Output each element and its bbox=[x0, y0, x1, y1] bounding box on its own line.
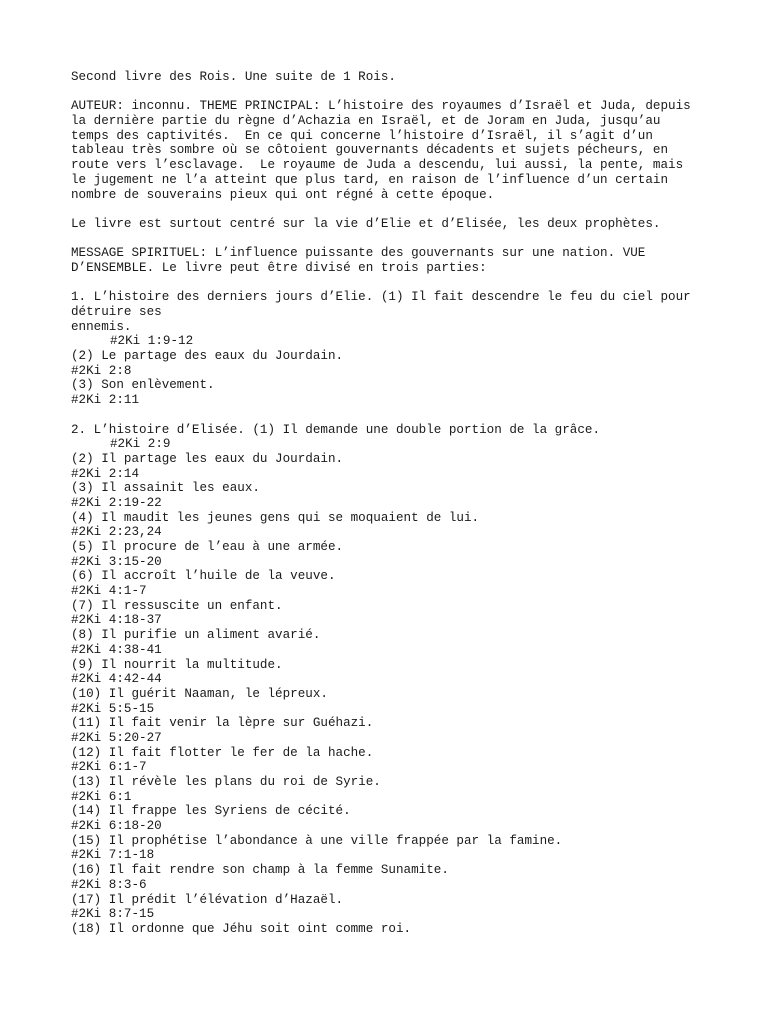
list-item: (4) Il maudit les jeunes gens qui se moquaient de lui. bbox=[71, 510, 480, 525]
scripture-reference: #2Ki 6:18-20 bbox=[71, 819, 162, 834]
list-item: (10) Il guérit Naaman, le lépreux. bbox=[71, 686, 328, 701]
list-item: (15) Il prophétise l’abondance à une ville frappée par la famine. bbox=[71, 833, 563, 848]
scripture-reference: #2Ki 2:14 bbox=[71, 466, 140, 481]
scripture-reference: #2Ki 4:38-41 bbox=[71, 642, 162, 657]
scripture-reference: #2Ki 2:23,24 bbox=[71, 525, 162, 540]
list-item: (9) Il nourrit la multitude. bbox=[71, 657, 283, 672]
list-item: (7) Il ressuscite un enfant. bbox=[71, 598, 283, 613]
focus-paragraph: Le livre est surtout centré sur la vie d’Elie et d’Elisée, les deux prophètes. bbox=[71, 216, 661, 231]
scripture-reference: #2Ki 6:1 bbox=[71, 789, 132, 804]
text-line: MESSAGE SPIRITUEL: L’influence puissante des gouvernants sur une nation. VUE bbox=[71, 246, 646, 261]
list-item: (16) Il fait rendre son champ à la femme Sunamite. bbox=[71, 863, 449, 878]
part-heading: 1. L’histoire des derniers jours d’Elie. (1) Il fait descendre le feu du ciel pour bbox=[71, 290, 691, 305]
text-line: le jugement ne l’a atteint que plus tard, en raison de l’influence d’un certain bbox=[71, 172, 669, 187]
list-item: (6) Il accroît l’huile de la veuve. bbox=[71, 569, 336, 584]
part-1-section bbox=[71, 290, 731, 408]
list-item: (14) Il frappe les Syriens de cécité. bbox=[71, 804, 351, 819]
part-heading: 2. L’histoire d’Elisée. (1) Il demande une double portion de la grâce. bbox=[71, 422, 601, 437]
list-item: (12) Il fait flotter le fer de la hache. bbox=[71, 745, 374, 760]
scripture-reference: #2Ki 4:42-44 bbox=[71, 672, 162, 687]
text-line: temps des captivités. En ce qui concerne l’histoire d’Israël, il s’agit d’un bbox=[71, 128, 653, 143]
scripture-reference: #2Ki 3:15-20 bbox=[71, 554, 162, 569]
part-2-section bbox=[71, 423, 731, 937]
list-item: (3) Il assainit les eaux. bbox=[71, 481, 260, 496]
list-item: (11) Il fait venir la lèpre sur Guéhazi. bbox=[71, 716, 374, 731]
list-item: (3) Son enlèvement. bbox=[71, 378, 215, 393]
scripture-reference: #2Ki 5:20-27 bbox=[71, 730, 162, 745]
list-item: (2) Le partage des eaux du Jourdain. bbox=[71, 349, 344, 364]
scripture-reference: #2Ki 2:8 bbox=[71, 363, 132, 378]
text-line: détruire ses bbox=[71, 305, 162, 319]
list-item: (13) Il révèle les plans du roi de Syrie. bbox=[71, 775, 381, 789]
scripture-reference: #2Ki 2:9 bbox=[110, 437, 171, 452]
scripture-reference: #2Ki 4:1-7 bbox=[71, 584, 147, 599]
text-line: D’ENSEMBLE. Le livre peut être divisé en trois parties: bbox=[71, 260, 487, 275]
list-item: (5) Il procure de l’eau à une armée. bbox=[71, 540, 344, 554]
scripture-reference: #2Ki 1:9-12 bbox=[110, 334, 194, 349]
text-line: la dernière partie du règne d’Achazia en Israël, et de Joram en Juda, jusqu’au bbox=[71, 114, 661, 129]
scripture-reference: #2Ki 7:1-18 bbox=[71, 848, 155, 863]
list-item: (17) Il prédit l’élévation d’Hazaël. bbox=[71, 892, 344, 907]
scripture-reference: #2Ki 4:18-37 bbox=[71, 613, 162, 628]
message-paragraph bbox=[71, 246, 731, 275]
list-item: (8) Il purifie un aliment avarié. bbox=[71, 628, 321, 643]
text-line: route vers l’esclavage. Le royaume de Juda a descendu, lui aussi, la pente, mais bbox=[71, 158, 684, 173]
scripture-reference: #2Ki 5:5-15 bbox=[71, 701, 155, 716]
intro-paragraph bbox=[71, 99, 731, 202]
list-item: (18) Il ordonne que Jéhu soit oint comme roi. bbox=[71, 921, 412, 936]
text-line: ennemis. bbox=[71, 319, 132, 334]
text-line: AUTEUR: inconnu. THEME PRINCIPAL: L’histoire des royaumes d’Israël et Juda, depuis bbox=[71, 99, 691, 114]
scripture-reference: #2Ki 6:1-7 bbox=[71, 760, 147, 775]
text-line: nombre de souverains pieux qui ont régné à cette époque. bbox=[71, 187, 495, 202]
list-item: (2) Il partage les eaux du Jourdain. bbox=[71, 451, 344, 466]
document-page bbox=[71, 70, 731, 937]
scripture-reference: #2Ki 8:7-15 bbox=[71, 907, 155, 922]
scripture-reference: #2Ki 2:11 bbox=[71, 393, 140, 408]
text-line: tableau très sombre où se côtoient gouvernants décadents et sujets pécheurs, en bbox=[71, 143, 669, 158]
scripture-reference: #2Ki 2:19-22 bbox=[71, 495, 162, 510]
scripture-reference: #2Ki 8:3-6 bbox=[71, 877, 147, 892]
part-2-list bbox=[71, 452, 731, 937]
document-title: Second livre des Rois. Une suite de 1 Rois. bbox=[71, 70, 396, 84]
